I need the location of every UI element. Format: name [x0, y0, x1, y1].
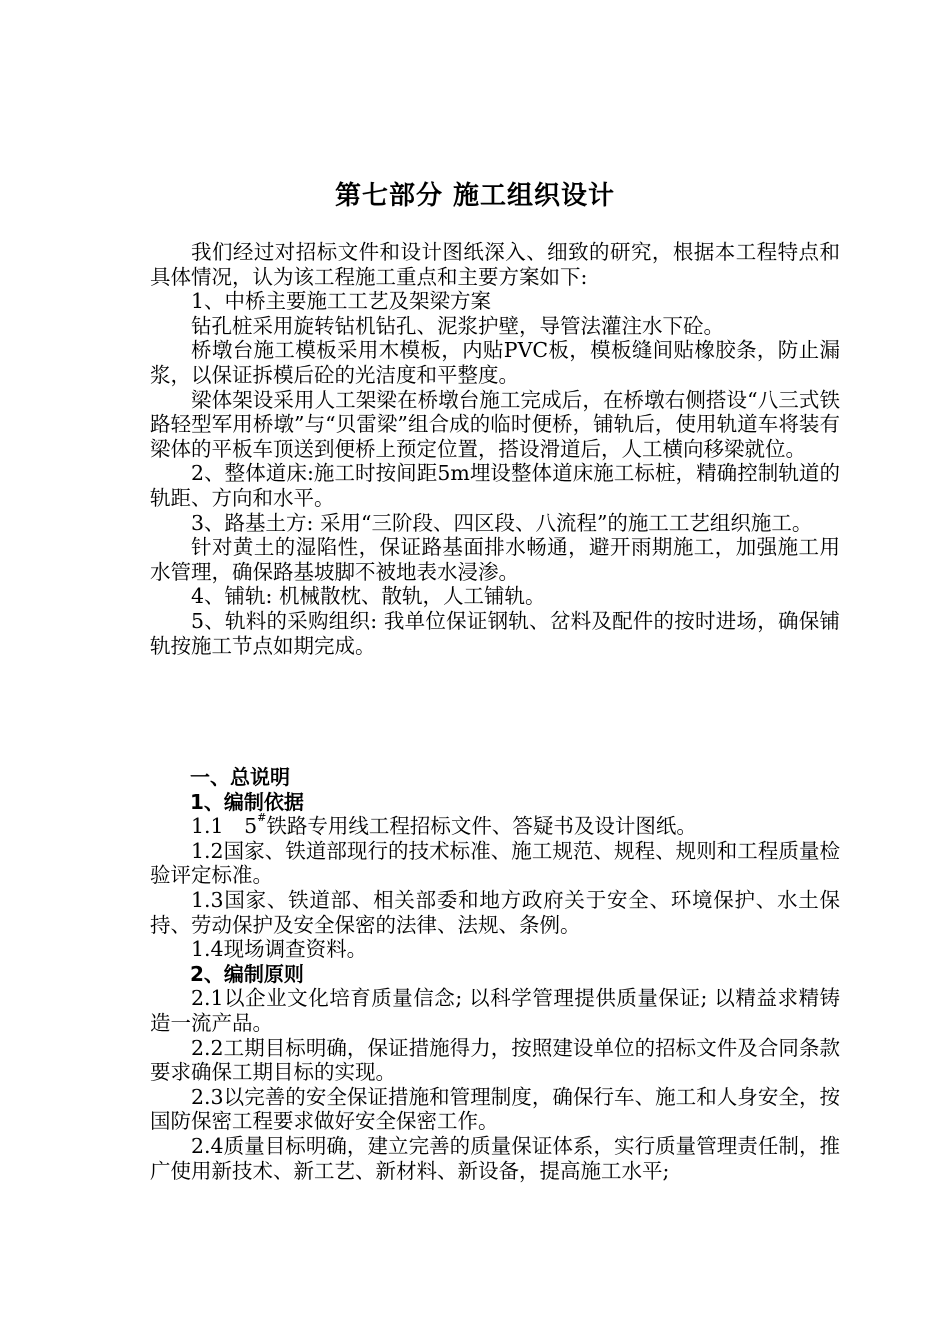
basis-item: 1.4现场调查资料。 [191, 937, 368, 962]
intro-paragraph: 针对黄土的湿陷性，保证路基面排水畅通，避开雨期施工，加强施工用水管理，确保路基坡脚不被地表水浸渗。 [150, 535, 840, 584]
section-heading: 一、总说明 [190, 765, 290, 789]
subsection-heading-basis: 1、编制依据 [190, 789, 304, 814]
intro-paragraph: 2、整体道床:施工时按间距5m埋设整体道床施工标桩，精确控制轨道的轨距、方向和水平。 [150, 461, 840, 510]
intro-paragraph: 4、铺轨: 机械散枕、散轨，人工铺轨。 [191, 584, 546, 609]
basis-item: 1.2国家、铁道部现行的技术标准、施工规范、规程、规则和工程质量检验评定标准。 [150, 838, 840, 888]
subsection-heading-principles: 2、编制原则 [190, 961, 304, 986]
intro-paragraph: 1、中桥主要施工工艺及架梁方案 [191, 289, 492, 314]
page-title: 第七部分 施工组织设计 [334, 181, 616, 211]
intro-section [150, 240, 840, 658]
principle-item: 2.3以完善的安全保证措施和管理制度，确保行车、施工和人身安全，按国防保密工程要求做好安全保密工作。 [150, 1084, 840, 1134]
principle-item: 2.2工期目标明确，保证措施得力，按照建设单位的招标文件及合同条款要求确保工期目标的实现。 [150, 1035, 840, 1085]
basis-item [150, 811, 840, 839]
intro-paragraph: 梁体架设采用人工架梁在桥墩台施工完成后，在桥墩右侧搭设“八三式铁路轻型军用桥墩”与“贝雷梁”组合成的临时便桥，铺轨后，使用轨道车将装有梁体的平板车顶送到便桥上预定位置，搭设滑道后，人工横向移梁就位。 [150, 387, 840, 461]
intro-paragraph: 5、轨料的采购组织: 我单位保证钢轨、岔料及配件的按时进场，确保铺轨按施工节点如期完成。 [150, 608, 840, 658]
intro-paragraph: 钻孔桩采用旋转钻机钻孔、泥浆护壁，导管法灌注水下砼。 [191, 313, 724, 338]
basis-item: 1.3国家、铁道部、相关部委和地方政府关于安全、环境保护、水土保持、劳动保护及安全保密的法律、法规、条例。 [150, 887, 840, 937]
principle-item: 2.1以企业文化培育质量信念; 以科学管理提供质量保证; 以精益求精铸造一流产品。 [150, 986, 840, 1035]
intro-paragraph: 我们经过对招标文件和设计图纸深入、细致的研究，根据本工程特点和具体情况，认为该工程施工重点和主要方案如下: [150, 240, 840, 289]
basis-item-superscript: # [257, 811, 267, 825]
general-description-section [150, 765, 840, 1183]
intro-paragraph: 3、路基土方: 采用“三阶段、四区段、八流程”的施工工艺组织施工。 [191, 510, 813, 535]
basis-item-text: 铁路专用线工程招标文件、答疑书及设计图纸。 [266, 814, 697, 839]
principle-item: 2.4质量目标明确，建立完善的质量保证体系，实行质量管理责任制，推广使用新技术、新工艺、新材料、新设备，提高施工水平; [150, 1133, 840, 1183]
basis-item-prefix: 1.1 5 [191, 814, 258, 839]
intro-paragraph: 桥墩台施工模板采用木模板，内贴PVC板，模板缝间贴橡胶条，防止漏浆，以保证拆模后砼的光洁度和平整度。 [150, 338, 840, 387]
